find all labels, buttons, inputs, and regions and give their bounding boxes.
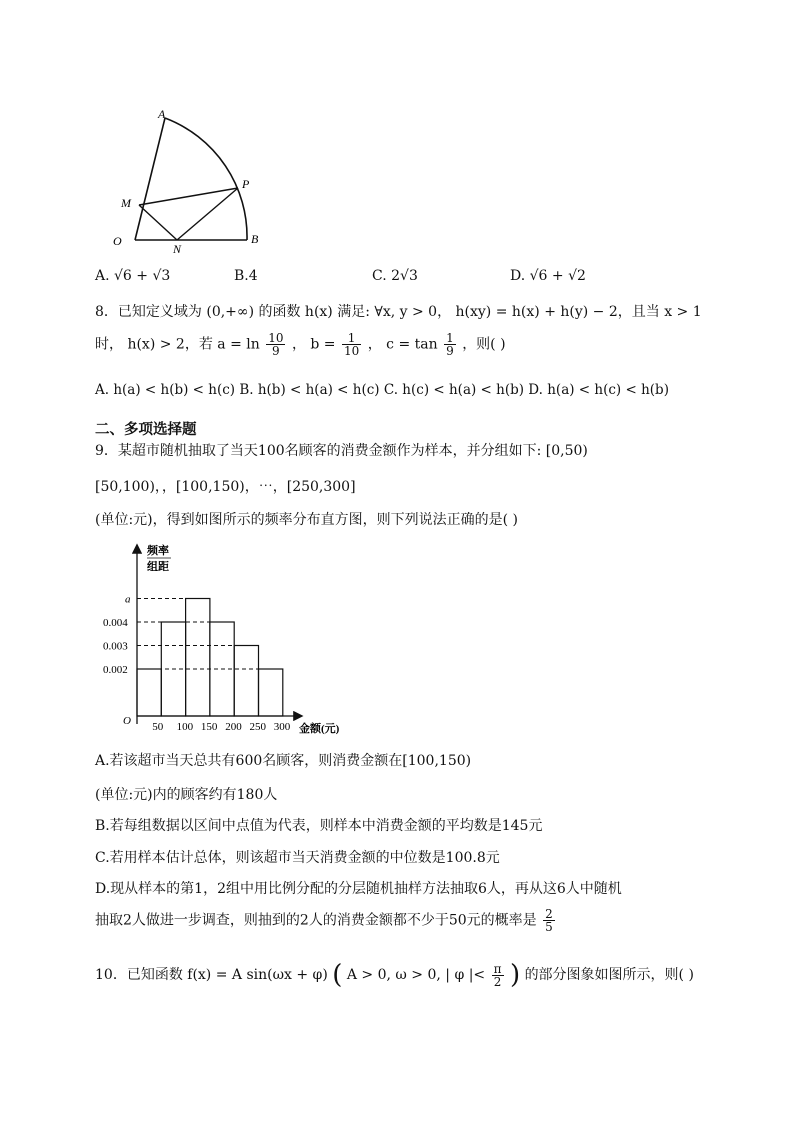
- x-tick-label: 250: [249, 721, 266, 733]
- q8-frac-c: [444, 332, 456, 357]
- y-label-line2: 组距: [147, 561, 169, 573]
- q9-option-d-line2: [95, 908, 557, 933]
- histogram-guides: [137, 599, 259, 670]
- label-A: A: [158, 107, 166, 121]
- y-tick-label: 0.004: [103, 617, 128, 629]
- q9-option-a-line2: (单位:元)内的顾客约有180人: [95, 787, 278, 803]
- q9-option-d-line1: D.现从样本的第1，2组中用比例分配的分层随机抽样方法抽取6人，再从这6人中随机: [95, 881, 622, 897]
- y-tick-label: a: [125, 593, 131, 606]
- label-N: N: [173, 242, 182, 256]
- q9-option-d-text: 抽取2人做进一步调查，则抽到的2人的消费金额都不少于50元的概率是: [95, 912, 537, 929]
- q10-fraction: [492, 963, 504, 988]
- q8-frac-a: [266, 332, 285, 357]
- q8-line2-mid2: ， c = tan: [367, 336, 438, 353]
- q8-line2-pre: 时， h(x) > 2，若 a = ln: [95, 336, 260, 353]
- paren-open: (: [332, 960, 343, 990]
- q8-line2-mid1: ， b =: [291, 336, 336, 353]
- q7-option-c: C. 2√3: [372, 268, 418, 284]
- y-label-line1: 频率: [147, 545, 169, 557]
- sector-arc: [165, 118, 247, 240]
- histogram-bar-6: [259, 669, 283, 716]
- frequency-histogram: [95, 538, 375, 738]
- q9-line3: (单位:元)，得到如图所示的频率分布直方图，则下列说法正确的是( ): [95, 512, 519, 528]
- histogram-tick-labels: [103, 594, 291, 734]
- q9-line2: [50,100)，，[100,150)，⋯，[250,300]: [95, 479, 356, 495]
- frac-b-den: 10: [343, 344, 360, 358]
- q7-option-a: A. √6 + √3: [95, 268, 171, 284]
- x-tick-label: 200: [225, 721, 242, 733]
- frac-c-num: 1: [446, 331, 454, 345]
- histogram-bar-1: [137, 669, 161, 716]
- q10-pre: 10．已知函数 f(x) = A sin(ωx + φ): [95, 967, 328, 983]
- x-tick-label: 150: [200, 721, 218, 733]
- y-tick-label: 0.003: [103, 640, 128, 653]
- histogram-bar-3: [186, 599, 210, 717]
- q9-option-d-fraction: [543, 908, 555, 933]
- q8-options: A. h(a) < h(b) < h(c) B. h(b) < h(a) < h(c) C. h(c) < h(a) < h(b) D. h(a) < h(c) < h(b): [95, 382, 669, 398]
- label-O: O: [113, 234, 122, 248]
- optd-frac-den: 5: [545, 920, 553, 934]
- label-B: B: [251, 232, 259, 246]
- histogram-bars: [137, 599, 283, 717]
- q9-option-a-line1: A.若该超市当天总共有600名顾客，则消费金额在[100,150): [95, 753, 472, 769]
- q8-line1: 8．已知定义域为 (0,+∞) 的函数 h(x) 满足: ∀x, y > 0， h(xy) = h(x) + h(y) − 2，且当 x > 1: [95, 304, 702, 320]
- x-tick-label: 300: [273, 721, 291, 733]
- q7-option-b: B.4: [234, 268, 258, 284]
- optd-frac-num: 2: [545, 907, 553, 921]
- q10-frac-num: π: [493, 961, 502, 976]
- q10-post: 的部分图象如图所示，则( ): [524, 967, 694, 983]
- segment-MP: [139, 188, 238, 205]
- q9-line1: 9．某超市随机抽取了当天100名顾客的消费金额作为样本，并分组如下: [0,50): [95, 443, 588, 459]
- segment-MN: [139, 205, 177, 240]
- q10-frac-den: 2: [493, 974, 502, 989]
- y-tick-label: 0.002: [103, 664, 128, 676]
- q10-line: [95, 960, 694, 990]
- label-M: M: [121, 196, 131, 210]
- frac-a-num: 10: [268, 331, 284, 345]
- radius-OA: [135, 118, 165, 240]
- origin-label: O: [123, 715, 131, 727]
- frac-a-den: 9: [272, 344, 280, 358]
- histogram-bar-5: [234, 646, 258, 717]
- x-tick-label: 50: [152, 721, 164, 733]
- q8-frac-b: [342, 332, 361, 357]
- q7-option-d: D. √6 + √2: [510, 268, 586, 284]
- section-title: 二、多项选择题: [95, 421, 197, 438]
- x-tick-label: 100: [176, 721, 194, 733]
- q9-option-c: C.若用样本估计总体，则该超市当天消费金额的中位数是100.8元: [95, 850, 500, 866]
- q8-line2: [95, 332, 506, 357]
- paren-close: ): [509, 960, 521, 990]
- segment-NP: [177, 188, 238, 240]
- frac-c-den: 9: [446, 344, 454, 358]
- sector-figure: [105, 100, 275, 260]
- q9-option-b: B.若每组数据以区间中点值为代表，则样本中消费金额的平均数是145元: [95, 818, 543, 834]
- x-axis-label: 金额(元): [299, 723, 340, 735]
- q10-condition: A > 0, ω > 0, | φ |<: [346, 967, 486, 983]
- q8-line2-post: ，则( ): [462, 336, 506, 353]
- frac-b-num: 1: [342, 332, 361, 345]
- label-P: P: [242, 177, 250, 191]
